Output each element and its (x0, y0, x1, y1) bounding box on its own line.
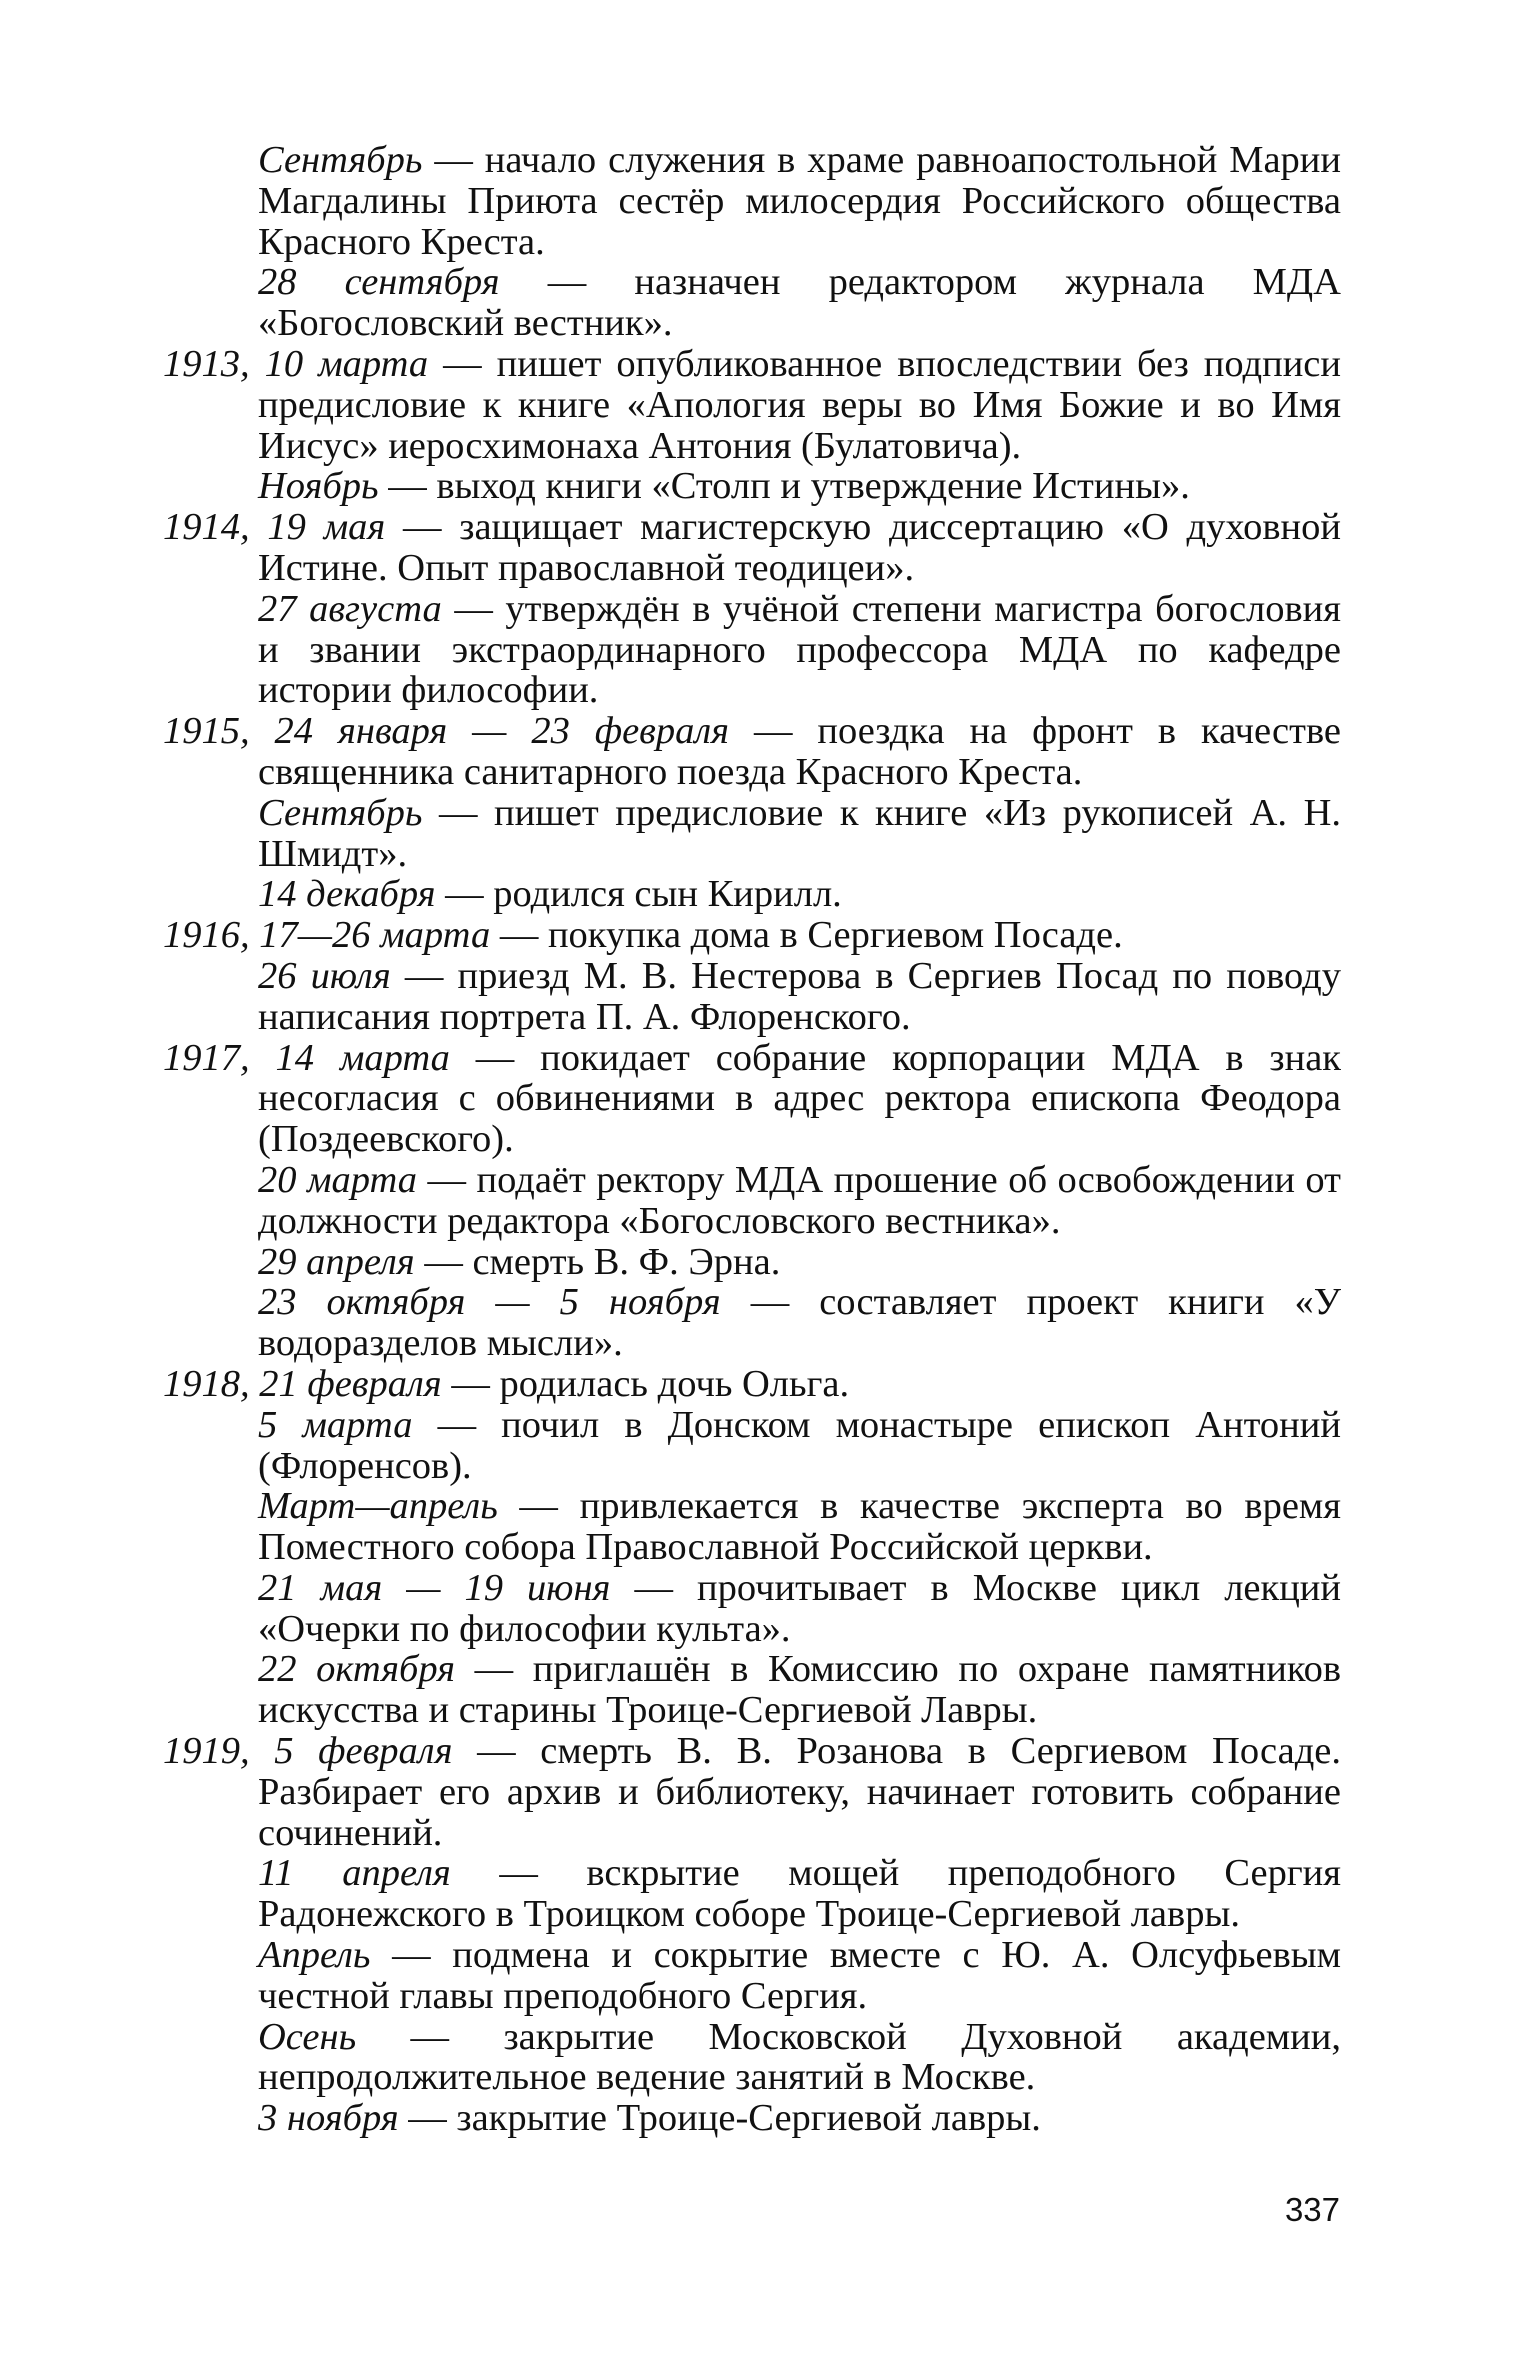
entry-date: 5 марта (258, 1403, 413, 1446)
entry-text: — вскрытие мощей преподобного Сергия Радонежского в Троицком соборе Троице-Сергиевой лавры. (258, 1852, 1341, 1936)
entry-date: 28 сентября (258, 261, 500, 304)
entry-text: — закрытие Московской Духовной академии, непродолжительное ведение занятий в Москве. (258, 2015, 1341, 2099)
entry-text: — привлекается в качестве эксперта во время Поместного собора Православной Российской церкви. (258, 1485, 1341, 1569)
entry-date: Сентябрь (258, 139, 423, 181)
chronology-year-entry (163, 1731, 1341, 1853)
entry-date: 11 апреля (258, 1852, 451, 1895)
entry-text: — составляет проект книги «У водоразделов мысли». (258, 1281, 1341, 1365)
entry-date: 14 декабря (258, 873, 436, 916)
entry-date: 3 ноября (258, 2097, 399, 2140)
entry-date: 29 апреля (258, 1240, 415, 1283)
entry-date: Осень (258, 2015, 357, 2058)
entry-date: 1918, 21 февраля (163, 1362, 442, 1405)
chronology-entry (163, 466, 1341, 507)
entry-text: — подмена и сокрытие вместе с Ю. А. Олсуфьевым честной главы преподобного Сергия. (258, 1934, 1341, 2017)
entry-text: — смерть В. В. Розанова в Сергиевом Посаде. Разбирает его архив и библиотеку, начинает готовить собрание сочинений. (258, 1730, 1341, 1854)
entry-text: — пишет опубликованное впоследствии без подписи предисловие к книге «Апология веры во Имя Божие и во Имя Иисус» иеросхимонаха Антония (Булатовича). (258, 342, 1342, 467)
entry-date: 26 июля (258, 954, 391, 997)
chronology-entry (163, 1568, 1341, 1650)
chronology-entry (163, 874, 1341, 915)
entry-text: — защищает магистерскую диссертацию «О духовной Истине. Опыт православной теодицеи». (258, 506, 1342, 589)
entry-text: — закрытие Троице-Сергиевой лавры. (398, 2097, 1041, 2140)
chronology-year-entry (163, 344, 1341, 466)
entry-date: Март—апрель (258, 1485, 498, 1528)
entry-text: — утверждён в учёной степени магистра богословия и звании экстраординарного профессора МДА по кафедре истории философии. (258, 587, 1341, 712)
entry-date: 1917, 14 марта (163, 1036, 450, 1079)
chronology-year-entry (163, 507, 1341, 589)
chronology-entry (163, 1242, 1341, 1283)
entry-text: — начало служения в храме равноапостольной Марии Магдалины Приюта сестёр милосердия Российского общества Красного Креста. (258, 139, 1341, 263)
page-number: 337 (1284, 2191, 1340, 2228)
entry-text: — поездка на фронт в качестве священника санитарного поезда Красного Креста. (258, 710, 1341, 793)
entry-text: — покупка дома в Сергиевом Посаде. (490, 914, 1123, 957)
entry-date: 1916, 17—26 марта (163, 914, 491, 957)
chronology-year-entry (163, 1364, 1341, 1405)
entry-text: — назначен редактором журнала МДА «Богословский вестник». (258, 261, 1341, 345)
entry-text: — пишет предисловие к книге «Из рукописей А. Н. Шмидт». (258, 791, 1341, 875)
chronology-entry (163, 1649, 1341, 1731)
chronology-entry (163, 1486, 1341, 1568)
chronology-entry (163, 589, 1341, 711)
entry-date: 1913, 10 марта (163, 342, 429, 385)
entry-date: 1915, 24 января — 23 февраля (163, 710, 730, 753)
entry-text: — приглашён в Комиссию по охране памятников искусства и старины Троице-Сергиевой Лавры. (258, 1648, 1341, 1732)
entry-text: — прочитывает в Москве цикл лекций «Очерки по философии культа». (258, 1566, 1342, 1650)
chronology-entry (163, 793, 1341, 875)
entry-date: 20 марта (258, 1158, 418, 1201)
chronology-entry (163, 956, 1341, 1038)
entry-text: — смерть В. Ф. Эрна. (414, 1240, 781, 1283)
entry-date: 22 октября (258, 1648, 456, 1691)
chronology-text (163, 140, 1341, 2139)
entry-date: 27 августа (258, 587, 442, 630)
chronology-year-entry (163, 915, 1341, 956)
chronology-entry (163, 1282, 1341, 1364)
chronology-entry (163, 1935, 1341, 2017)
entry-text: — родилась дочь Ольга. (441, 1362, 850, 1405)
entry-text: — родился сын Кирилл. (435, 873, 842, 916)
entry-text: — приезд М. В. Нестерова в Сергиев Посад по поводу написания портрета П. А. Флоренского. (258, 954, 1341, 1038)
entry-date: 21 мая — 19 июня (258, 1566, 611, 1609)
chronology-entry (163, 262, 1341, 344)
chronology-entry (163, 2017, 1341, 2099)
entry-text: — покидает собрание корпорации МДА в знак несогласия с обвинениями в адрес ректора епископа Феодора (Поздеевского). (258, 1036, 1341, 1161)
entry-date: Апрель (258, 1934, 371, 1977)
entry-text: — почил в Донском монастыре епископ Антоний (Флоренсов). (258, 1403, 1341, 1487)
entry-text: — подаёт ректору МДА прошение об освобождении от должности редактора «Богословского вестника». (258, 1158, 1341, 1242)
entry-date: Сентябрь (258, 791, 423, 834)
chronology-year-entry (163, 1038, 1341, 1160)
entry-date: Ноябрь (258, 465, 379, 508)
chronology-entry (163, 1405, 1341, 1487)
chronology-entry (163, 1160, 1341, 1242)
entry-date: 1919, 5 февраля (163, 1730, 453, 1773)
chronology-year-entry (163, 711, 1341, 793)
entry-text: — выход книги «Столп и утверждение Истины». (378, 465, 1190, 508)
entry-date: 1914, 19 мая (163, 506, 386, 549)
entry-date: 23 октября — 5 ноября (258, 1281, 721, 1324)
chronology-entry (163, 2098, 1341, 2139)
chronology-entry (163, 140, 1341, 262)
chronology-entry (163, 1853, 1341, 1935)
